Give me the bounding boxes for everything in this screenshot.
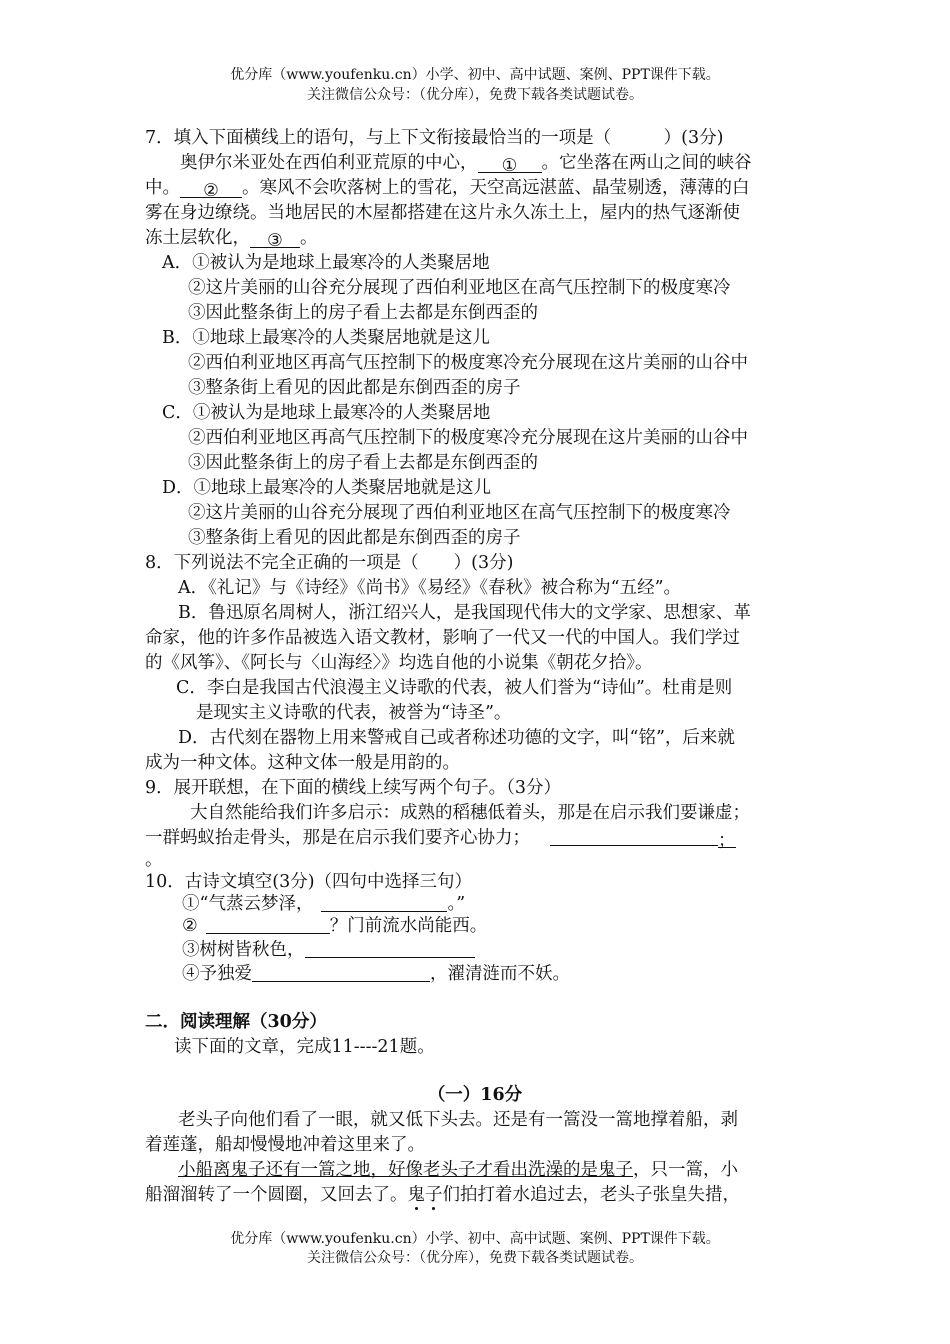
- q7-passage-text: 。: [300, 228, 318, 248]
- q7-blank-3: [250, 229, 300, 251]
- q7-option-b-line-1: B．①地球上最寒冷的人类聚居地就是这儿: [162, 328, 490, 348]
- page-footer-line-1: 优分库（www.youfenku.cn）小学、初中、高中试题、案例、PPT课件下载。: [230, 1231, 720, 1247]
- q7-passage-line-3: 雾在身边缭绕。当地居民的木屋都搭建在这片永久冻土上，屋内的热气逐渐使: [145, 203, 740, 223]
- q7-passage-text: 中。: [145, 178, 180, 198]
- q7-blank-1: [478, 154, 542, 176]
- q8-option-c-line-2: 是现实主义诗歌的代表，被誉为“诗圣”。: [196, 703, 512, 723]
- passage-text: ，只一篙，小: [633, 1160, 738, 1180]
- page-header-line-2: 关注微信公众号：（优分库），免费下载各类试题试卷。: [307, 87, 643, 103]
- q7-option-c-line-1: C．①被认为是地球上最寒冷的人类聚居地: [162, 403, 491, 423]
- q7-passage-line-2: [145, 176, 750, 201]
- q7-option-b-line-3: ③整条街上看见的因此都是东倒西歪的房子: [188, 378, 521, 398]
- blank-number: ②: [203, 181, 219, 201]
- emphasis-dot-char: 子: [425, 1185, 443, 1205]
- q7-passage-text: 冻土层软化，: [145, 228, 250, 248]
- q7-passage-text: 。它坐落在两山之间的峡谷: [541, 153, 752, 173]
- q10-item-text: ③树树皆秋色，: [182, 940, 305, 960]
- q7-passage-line-4: [145, 226, 318, 251]
- q7-option-d-line-2: ②这片美丽的山谷充分展现了西伯利亚地区在高气压控制下的极度寒冷: [188, 503, 731, 523]
- q8-option-a: A．《礼记》与《诗经》《尚书》《易经》《春秋》被合称为“五经”。: [178, 578, 682, 598]
- q7-passage-line-1: [180, 151, 752, 176]
- q7-option-c-line-2: ②西伯利亚地区再高气压控制下的极度寒冷充分展现在这片美丽的山谷中: [188, 428, 748, 448]
- q9-line-2: [145, 826, 736, 851]
- passage-line-4: [145, 1183, 740, 1208]
- page-header-line-1: 优分库（www.youfenku.cn）小学、初中、高中试题、案例、PPT课件下载。: [230, 67, 720, 83]
- blank-number: ①: [501, 156, 518, 176]
- q10-item-text: ①“气蒸云梦泽，: [182, 894, 314, 914]
- q7-stem: 7．填入下面横线上的语句，与上下文衔接最恰当的一项是（ ）(3分): [145, 128, 724, 148]
- q7-passage-text: 。寒风不会吹落树上的雪花，天空高远湛蓝、晶莹剔透，薄薄的白: [242, 178, 750, 198]
- q8-option-d-line-2: 成为一种文体。这种文体一般是用韵的。: [145, 753, 460, 773]
- q7-option-b-line-2: ②西伯利亚地区再高气压控制下的极度寒冷充分展现在这片美丽的山谷中: [188, 353, 748, 373]
- q7-blank-2: [180, 179, 242, 201]
- underlined-sentence: 小船离鬼子还有一篙之地，好像老头子才看出洗澡的是鬼子: [178, 1160, 633, 1180]
- q10-item-text: ④予独爱: [182, 964, 252, 984]
- page-footer-line-2: 关注微信公众号：（优分库），免费下载各类试题试卷。: [307, 1250, 643, 1266]
- part-1-title: （一）16分: [427, 1085, 523, 1105]
- q8-stem: 8．下列说法不完全正确的一项是（ ）(3分): [145, 553, 514, 573]
- passage-line-3: [178, 1158, 738, 1183]
- q7-option-a-line-1: A．①被认为是地球上最寒冷的人类聚居地: [162, 253, 490, 273]
- q10-item-3: [182, 938, 475, 963]
- q9-prompt-text: 一群蚂蚁抬走骨头，那是在启示我们要齐心协力；: [145, 828, 530, 848]
- q10-stem: 10．古诗文填空(3分)（四句中选择三句）: [145, 872, 473, 892]
- section-2-title: 二．阅读理解（30分）: [145, 1012, 327, 1032]
- q7-option-d-line-3: ③整条街上看见的因此都是东倒西歪的房子: [188, 528, 521, 548]
- passage-line-2: 着莲蓬，船却慢慢地冲着这里来了。: [145, 1135, 425, 1155]
- q10-item-4: [182, 962, 570, 987]
- q7-option-a-line-3: ③因此整条街上的房子看上去都是东倒西歪的: [188, 303, 538, 323]
- passage-text: 们拍打着水追过去，老头子张皇失措，: [442, 1185, 740, 1205]
- q8-option-b-line-2: 命家，他的许多作品被选入语文教材，影响了一代又一代的中国人。我们学过: [145, 628, 740, 648]
- q7-option-d-line-1: D．①地球上最寒冷的人类聚居地就是这儿: [162, 478, 492, 498]
- q8-option-c-line-1: C．李白是我国古代浪漫主义诗歌的代表，被人们誉为“诗仙”。杜甫是则: [176, 678, 733, 698]
- q7-passage-text: 奥伊尔米亚处在西伯利亚荒原的中心，: [180, 153, 478, 173]
- passage-line-1: 老头子向他们看了一眼，就又低下头去。还是有一篙没一篙地撑着船，剥: [178, 1110, 738, 1130]
- q8-option-b-line-1: B．鲁迅原名周树人，浙江绍兴人，是我国现代伟大的文学家、思想家、革: [178, 603, 751, 623]
- q8-option-b-line-3: 的《风筝》、《阿长与〈山海经〉》均选自他的小说集《朝花夕拾》。: [145, 653, 653, 673]
- q10-blank-3[interactable]: [305, 939, 475, 958]
- q10-item-text: ②: [182, 916, 198, 936]
- blank-number: ③: [267, 231, 283, 251]
- q10-item-text: ？门前流水尚能西。: [329, 916, 488, 936]
- q9-line-3: 。: [145, 850, 163, 870]
- emphasis-dot-char: 鬼: [407, 1185, 425, 1205]
- passage-text: 船溜溜转了一个圆圈，又回去了。: [145, 1185, 408, 1205]
- q10-blank-2[interactable]: [206, 915, 330, 934]
- q9-answer-blank[interactable]: [550, 827, 718, 846]
- q7-option-a-line-2: ②这片美丽的山谷充分展现了西伯利亚地区在高气压控制下的极度寒冷: [188, 278, 731, 298]
- q10-item-2: [182, 914, 487, 939]
- q10-item-text: 。”: [447, 894, 466, 914]
- q9-semicolon: [718, 829, 736, 851]
- q9-stem: 9．展开联想，在下面的横线上续写两个句子。（3分）: [145, 778, 562, 798]
- q9-line-1: 大自然能给我们许多启示：成熟的稻穗低着头，那是在启示我们要谦虚；: [190, 803, 750, 823]
- section-2-intro: 读下面的文章，完成11----21题。: [174, 1037, 435, 1057]
- semicolon-text: ；: [718, 831, 736, 851]
- q10-blank-4[interactable]: [252, 963, 430, 982]
- q10-item-text: ，濯清涟而不妖。: [430, 964, 570, 984]
- q10-blank-1[interactable]: [321, 893, 447, 912]
- q7-option-c-line-3: ③因此整条街上的房子看上去都是东倒西歪的: [188, 453, 538, 473]
- q8-option-d-line-1: D．古代刻在器物上用来警戒自己或者称述功德的文字，叫“铭”，后来就: [178, 728, 735, 748]
